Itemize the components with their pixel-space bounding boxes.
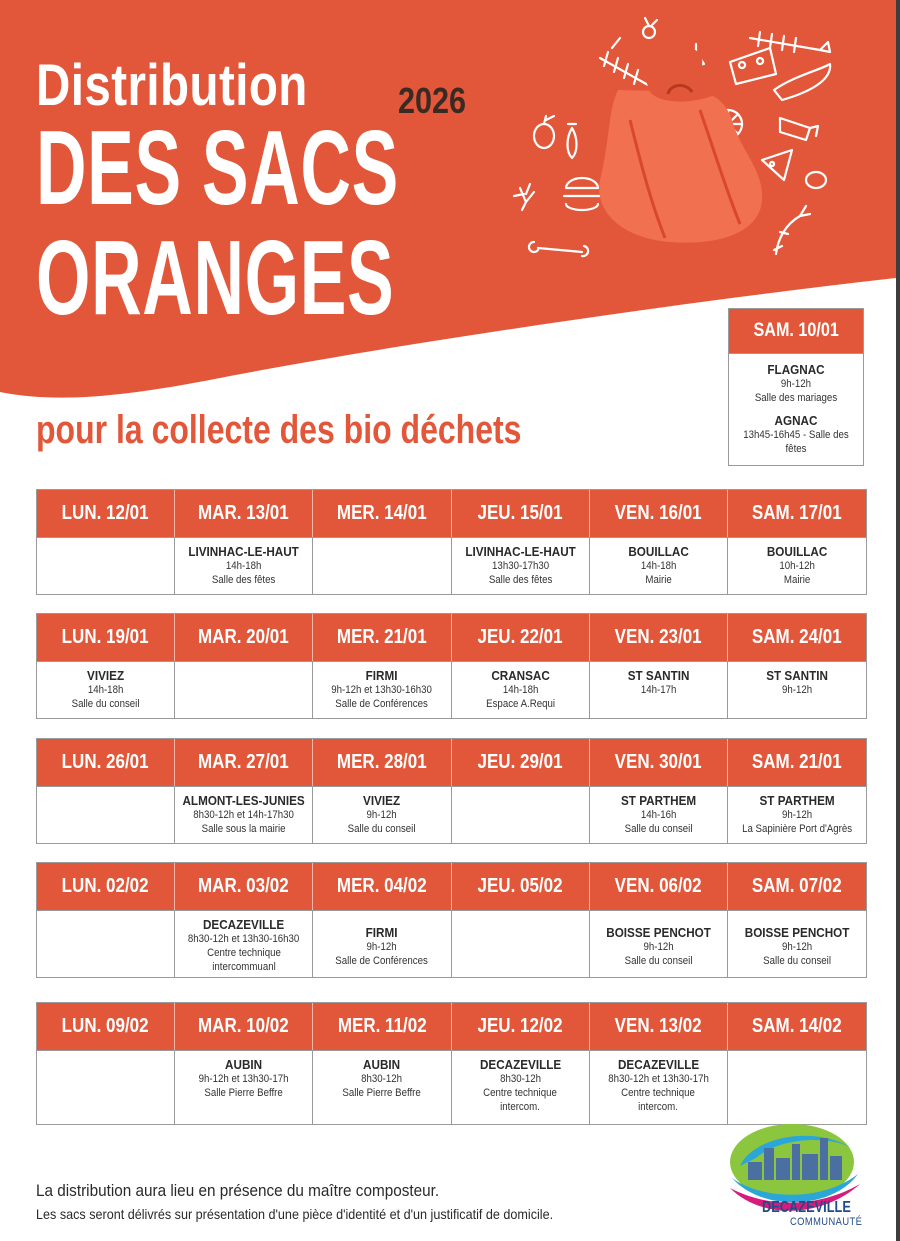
day-header: SAM. 21/01 bbox=[728, 739, 866, 786]
day-cell bbox=[313, 910, 451, 977]
day-cell bbox=[313, 537, 451, 594]
day-header: JEU. 15/01 bbox=[452, 490, 590, 537]
day-cell bbox=[37, 1050, 175, 1124]
day-header: LUN. 19/01 bbox=[37, 614, 175, 661]
day-cell bbox=[452, 537, 590, 594]
location-name: BOUILLAC bbox=[766, 544, 828, 559]
location-hours: 8h30-12h et 13h30-17h bbox=[607, 1073, 709, 1085]
footer-note-documents: Les sacs seront délivrés sur présentation d'une pièce d'identité et d'un justificatif de domicile. bbox=[36, 1206, 554, 1222]
location-place: Mairie bbox=[783, 574, 811, 586]
location-place: Salle du conseil bbox=[624, 823, 693, 835]
week-schedule-4 bbox=[36, 862, 867, 978]
day-header: VEN. 23/01 bbox=[590, 614, 728, 661]
day-cell bbox=[728, 1050, 866, 1124]
location-hours: 8h30-12h et 14h-17h30 bbox=[193, 809, 295, 821]
day-cell bbox=[37, 661, 175, 718]
day-cell bbox=[175, 1050, 313, 1124]
week-schedule-3 bbox=[36, 738, 867, 844]
location-name: CRANSAC bbox=[490, 668, 550, 683]
location-place: Salle des mariages bbox=[754, 392, 838, 404]
day-header: JEU. 12/02 bbox=[452, 1003, 590, 1050]
location-hours: 8h30-12h et 13h30-16h30 bbox=[188, 933, 300, 945]
day-header: SAM. 07/02 bbox=[728, 863, 866, 910]
day-header: MAR. 13/01 bbox=[175, 490, 313, 537]
day-cell bbox=[728, 661, 866, 718]
location-hours: 9h-12h bbox=[780, 378, 812, 390]
location-place: Salle de Conférences bbox=[335, 955, 429, 967]
location-hours: 14h-18h bbox=[225, 560, 262, 572]
location-name: LIVINHAC-LE-HAUT bbox=[464, 544, 576, 559]
day-cell bbox=[728, 910, 866, 977]
location-place: Centre technique intercom. bbox=[621, 1087, 696, 1113]
location-place: Centre technique intercommuanl bbox=[206, 947, 281, 973]
day-header: VEN. 16/01 bbox=[590, 490, 728, 537]
day-cell bbox=[452, 1050, 590, 1124]
location-place: Espace A.Requi bbox=[485, 698, 555, 710]
location-name: DECAZEVILLE bbox=[617, 1057, 699, 1072]
location-name: BOISSE PENCHOT bbox=[744, 925, 850, 940]
location-name: VIVIEZ bbox=[363, 793, 401, 808]
location-hours: 14h-18h bbox=[502, 684, 538, 696]
day-cell bbox=[37, 786, 175, 843]
location-place: Mairie bbox=[645, 574, 672, 586]
day-header: MER. 11/02 bbox=[313, 1003, 451, 1050]
day-header: MER. 28/01 bbox=[313, 739, 451, 786]
location-hours: 14h-17h bbox=[640, 684, 677, 696]
location-place: Salle du conseil bbox=[762, 955, 831, 967]
day-header: MAR. 10/02 bbox=[175, 1003, 313, 1050]
location-name: LIVINHAC-LE-HAUT bbox=[188, 544, 299, 559]
day-header: JEU. 05/02 bbox=[452, 863, 590, 910]
logo-name: DECAZEVILLE bbox=[762, 1199, 851, 1216]
location-hours: 14h-18h bbox=[87, 684, 124, 696]
location-hours: 13h30-17h30 bbox=[491, 560, 549, 572]
location-name: ST SANTIN bbox=[766, 668, 828, 683]
location-name: DECAZEVILLE bbox=[203, 917, 285, 932]
location-place: Salle du conseil bbox=[71, 698, 140, 710]
day-header: JEU. 22/01 bbox=[452, 614, 590, 661]
title-year: 2026 bbox=[398, 80, 467, 121]
location-place: Salle Pierre Beffre bbox=[342, 1087, 422, 1099]
location-hours: 9h-12h bbox=[366, 809, 397, 821]
day-header: MER. 14/01 bbox=[313, 490, 451, 537]
day-cell bbox=[175, 661, 313, 718]
day-cell bbox=[37, 910, 175, 977]
orange-bag-illustration bbox=[500, 10, 840, 280]
day-cell bbox=[37, 537, 175, 594]
location-place: Centre technique intercom. bbox=[483, 1087, 557, 1113]
location-name: AUBIN bbox=[363, 1057, 401, 1072]
day-header: LUN. 12/01 bbox=[37, 490, 175, 537]
location-hours: 9h-12h bbox=[643, 941, 674, 953]
day-cell bbox=[175, 537, 313, 594]
day-cell bbox=[728, 537, 866, 594]
location-place: Salle sous la mairie bbox=[201, 823, 286, 835]
day-header: MAR. 27/01 bbox=[175, 739, 313, 786]
location-name: FIRMI bbox=[365, 668, 398, 683]
day-header: MER. 21/01 bbox=[313, 614, 451, 661]
location-hours: 14h-18h bbox=[640, 560, 677, 572]
location-hours: 8h30-12h bbox=[499, 1073, 541, 1085]
location-hours: 13h45-16h45 - Salle des fêtes bbox=[743, 429, 849, 455]
day-cell bbox=[452, 661, 590, 718]
location-name: ST PARTHEM bbox=[759, 793, 835, 808]
day-cell bbox=[728, 786, 866, 843]
day-header: VEN. 06/02 bbox=[590, 863, 728, 910]
day-header: MAR. 20/01 bbox=[175, 614, 313, 661]
location-name: FLAGNAC bbox=[767, 362, 825, 377]
day-header: SAM. 24/01 bbox=[728, 614, 866, 661]
location-name: VIVIEZ bbox=[87, 668, 125, 683]
day-cell bbox=[590, 910, 728, 977]
day-header: SAM. 14/02 bbox=[728, 1003, 866, 1050]
day-cell bbox=[590, 537, 728, 594]
day-cell bbox=[313, 661, 451, 718]
location-name: FIRMI bbox=[365, 925, 398, 940]
location-name: AUBIN bbox=[225, 1057, 263, 1072]
location-name: AGNAC bbox=[774, 413, 818, 428]
day-cell bbox=[313, 1050, 451, 1124]
footer-note-composteur: La distribution aura lieu en présence du maître composteur. bbox=[36, 1181, 440, 1200]
day-cell bbox=[175, 786, 313, 843]
week-schedule-1 bbox=[36, 489, 867, 595]
location-name: BOUILLAC bbox=[628, 544, 689, 559]
first-saturday-box bbox=[728, 308, 864, 466]
location-place: Salle des fêtes bbox=[211, 574, 276, 586]
title-oranges: ORANGES bbox=[36, 219, 395, 337]
week-schedule-2 bbox=[36, 613, 867, 719]
location-name: DECAZEVILLE bbox=[479, 1057, 561, 1072]
location-place: Salle du conseil bbox=[624, 955, 693, 967]
location-place: La Sapinière Port d'Agrès bbox=[741, 823, 852, 835]
day-header: VEN. 13/02 bbox=[590, 1003, 728, 1050]
day-cell bbox=[590, 661, 728, 718]
location-place: Salle des fêtes bbox=[488, 574, 552, 586]
location-place: Salle de Conférences bbox=[335, 698, 429, 710]
location-hours: 10h-12h bbox=[779, 560, 815, 572]
day-cell bbox=[452, 910, 590, 977]
day-cell bbox=[175, 910, 313, 977]
day-header: LUN. 26/01 bbox=[37, 739, 175, 786]
page-edge bbox=[896, 0, 900, 1241]
location-hours: 9h-12h bbox=[781, 684, 812, 696]
day-cell bbox=[590, 1050, 728, 1124]
day-header: SAM. 17/01 bbox=[728, 490, 866, 537]
week-schedule-5 bbox=[36, 1002, 867, 1125]
day-cell bbox=[452, 786, 590, 843]
location-name: ALMONT-LES-JUNIES bbox=[182, 793, 305, 808]
location-name: BOISSE PENCHOT bbox=[605, 925, 711, 940]
day-cell bbox=[313, 786, 451, 843]
location-hours: 14h-16h bbox=[640, 809, 677, 821]
day-header: MAR. 03/02 bbox=[175, 863, 313, 910]
logo-subtitle: COMMUNAUTÉ bbox=[790, 1216, 863, 1228]
day-cell bbox=[590, 786, 728, 843]
location-place: Salle Pierre Beffre bbox=[204, 1087, 283, 1099]
day-header: JEU. 29/01 bbox=[452, 739, 590, 786]
location-hours: 8h30-12h bbox=[361, 1073, 403, 1085]
day-header: LUN. 02/02 bbox=[37, 863, 175, 910]
title-des-sacs: DES SACS bbox=[36, 109, 399, 227]
title-distribution: Distribution bbox=[36, 53, 308, 118]
location-hours: 9h-12h bbox=[366, 941, 397, 953]
location-name: ST PARTHEM bbox=[620, 793, 696, 808]
location-hours: 9h-12h et 13h30-16h30 bbox=[331, 684, 433, 696]
location-place: Salle du conseil bbox=[347, 823, 416, 835]
location-hours: 9h-12h bbox=[781, 941, 812, 953]
first-saturday-header: SAM. 10/01 bbox=[729, 309, 863, 354]
day-header: MER. 04/02 bbox=[313, 863, 451, 910]
location-name: ST SANTIN bbox=[627, 668, 690, 683]
location-hours: 9h-12h bbox=[781, 809, 812, 821]
location-hours: 9h-12h et 13h30-17h bbox=[198, 1073, 289, 1085]
day-header: VEN. 30/01 bbox=[590, 739, 728, 786]
day-header: LUN. 09/02 bbox=[37, 1003, 175, 1050]
subtitle: pour la collecte des bio déchets bbox=[36, 408, 522, 452]
